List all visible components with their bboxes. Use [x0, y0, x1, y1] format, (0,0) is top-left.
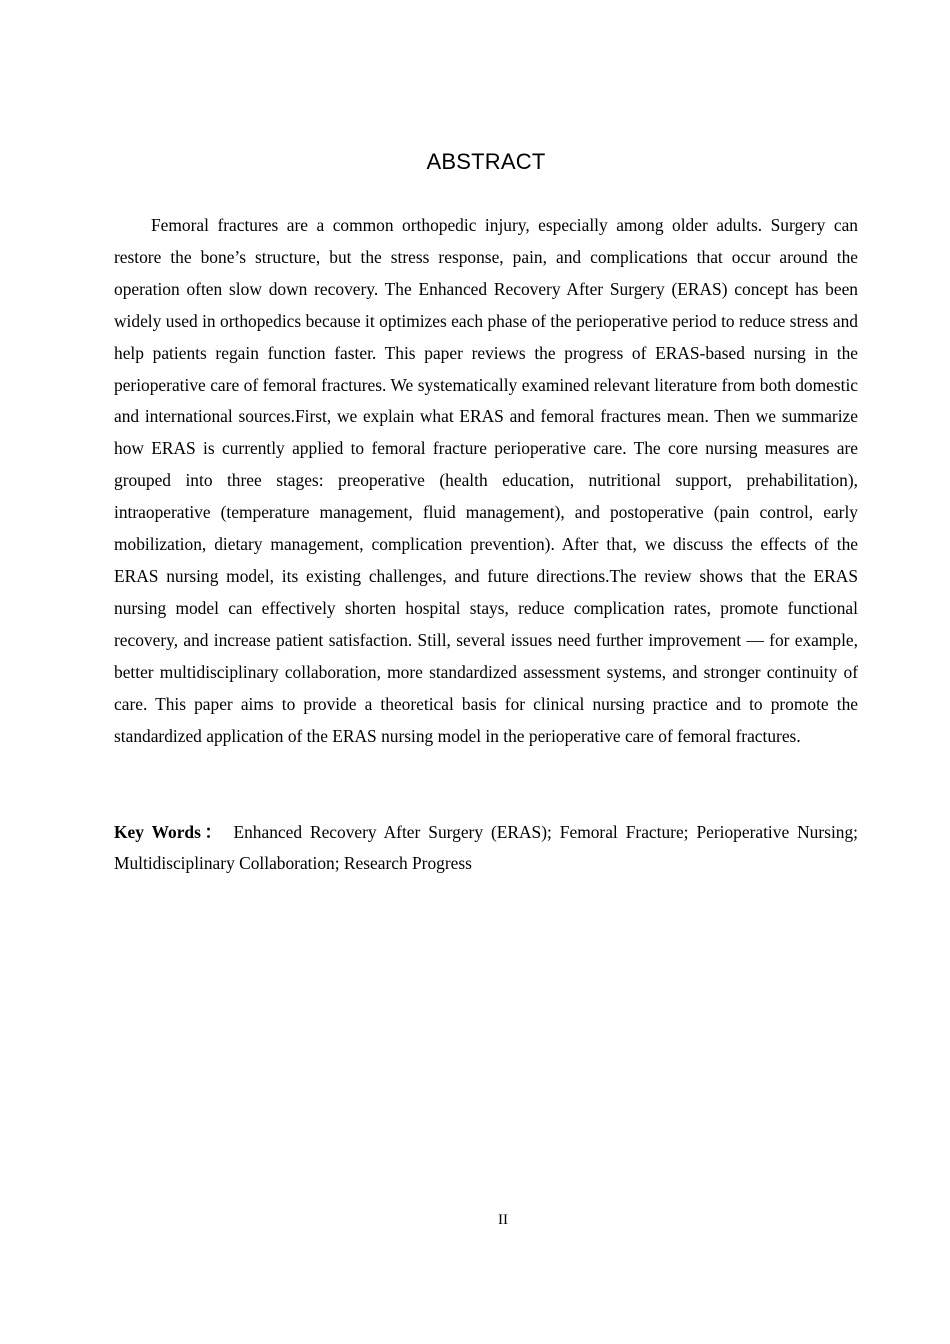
keywords-label: Key Words：: [114, 822, 226, 842]
abstract-title: ABSTRACT: [426, 149, 546, 174]
abstract-body: Femoral fractures are a common orthopedic injury, especially among older adults. Surgery can restore the bone’s structure, but the stress response, pain, and complications that occur around the operation often slow down recovery. The Enhanced Recovery After Surgery (ERAS) concept has been widely used in orthopedics because it optimizes each phase of the perioperative period to reduce stress and help patients regain function faster. This paper reviews the progress of ERAS-based nursing in the perioperative care of femoral fractures. We systematically examined relevant literature from both domestic and international sources.First, we explain what ERAS and femoral fractures mean. Then we summarize how ERAS is currently applied to femoral fracture perioperative care. The core nursing measures are grouped into three stages: preoperative (health education, nutritional support, prehabilitation), intraoperative (temperature management, fluid management), and postoperative (pain control, early mobilization, dietary management, complication prevention). After that, we discuss the effects of the ERAS nursing model, its existing challenges, and future directions.The review shows that the ERAS nursing model can effectively shorten hospital stays, reduce complication rates, promote functional recovery, and increase patient satisfaction. Still, several issues need further improvement — for example, better multidisciplinary collaboration, more standardized assessment systems, and stronger continuity of care. This paper aims to provide a theoretical basis for clinical nursing practice and to promote the standardized application of the ERAS nursing model in the perioperative care of femoral fractures.: [114, 215, 858, 746]
keywords-list: Enhanced Recovery After Surgery (ERAS); Femoral Fracture; Perioperative Nursing; Multidisciplinary Collaboration; Research Progress: [114, 822, 858, 873]
keywords-paragraph: [114, 817, 858, 879]
page-number: II: [498, 1212, 508, 1228]
